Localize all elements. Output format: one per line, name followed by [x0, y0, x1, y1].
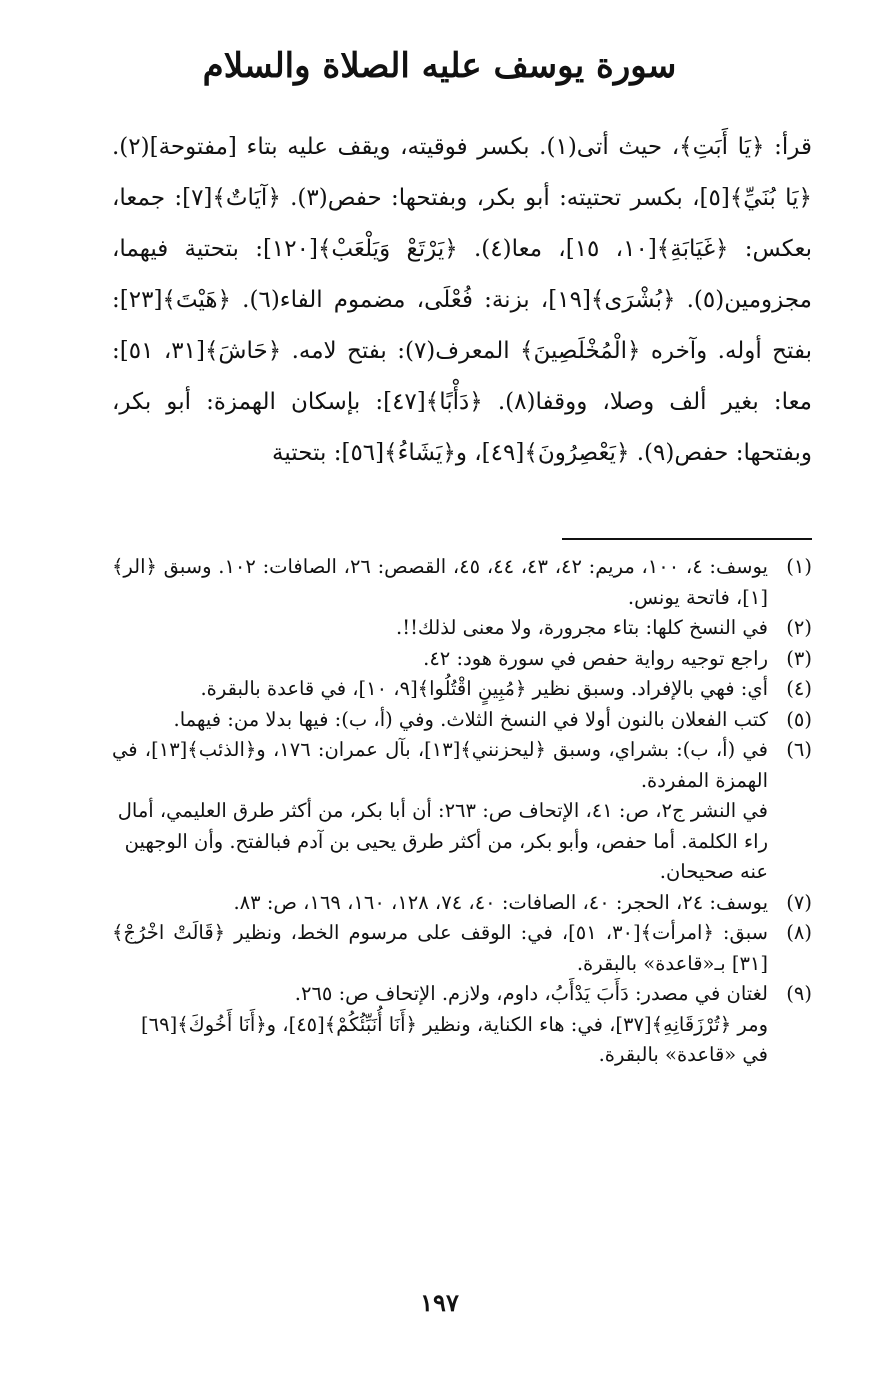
footnote-text: في النسخ كلها: بتاء مجرورة، ولا معنى لذلك!!.: [396, 616, 768, 639]
footnote: [112, 674, 812, 705]
footnote-number: (٩): [786, 982, 812, 1005]
footnote-continuation: [112, 796, 768, 888]
footnote-number: (٢): [786, 616, 812, 639]
footnote-text: راجع توجيه رواية حفص في سورة هود: ٤٢.: [423, 646, 768, 670]
footnote-continuation: [112, 1010, 768, 1071]
page-title: سورة يوسف عليه الصلاة والسلام: [202, 46, 677, 86]
footnote: [112, 552, 812, 613]
footnote: [112, 735, 812, 796]
footnote-number: (٨): [786, 921, 812, 944]
footnote-text: في النشر ج٢، ص: ٤١، الإتحاف ص: ٢٦٣: أن أبا بكر، من أكثر طرق العليمي، أمال راء الكلمة. أما حفص، وأبو بكر، من أكثر طرق يحيى بن آدم فبالفتح. وأن الوجهين عنه صحيحان.: [117, 799, 768, 883]
footnote-number: (٤): [786, 677, 812, 700]
footnote-text: يوسف: ٢٤، الحجر: ٤٠، الصافات: ٤٠، ٧٤، ١٢٨، ١٦٠، ١٦٩، ص: ٨٣.: [233, 890, 768, 914]
footnote-number: (٥): [786, 707, 812, 731]
footnote-number: (٦): [786, 738, 812, 761]
footnote-text: يوسف: ٤، ١٠٠، مريم: ٤٢، ٤٣، ٤٤، ٤٥، القصص: ٢٦، الصافات: ١٠٢. وسبق ﴿الر﴾[١]، فاتحة يونس.: [112, 555, 768, 609]
footnotes: [112, 552, 812, 1071]
footnote: [112, 918, 812, 979]
footnote: [112, 705, 812, 736]
footnote: [112, 979, 812, 1010]
footnote-separator: [562, 538, 812, 540]
page-number: ١٩٧: [420, 1288, 459, 1317]
footnote-text: لغتان في مصدر: دَأَبَ يَدْأَبُ، داوم، ولازم. الإتحاف ص: ٢٦٥.: [294, 982, 768, 1005]
footnote-number: (٣): [786, 646, 812, 670]
main-text: قرأ: ﴿يَا أَبَتِ﴾، حيث أتى(١). بكسر فوقيته، ويقف عليه بتاء [مفتوحة](٢). ﴿يَا بُنَيِّ﴾[٥]، بكسر تحتيته: أبو بكر، وبفتحها: حفص(٣). ﴿آيَاتٌ﴾[٧]: جمعا، بعكس: ﴿غَيَابَةِ﴾[١٠، ١٥]، معا(٤). ﴿يَرْتَعْ وَيَلْعَبْ﴾[١٢٠]: بتحتية فيهما، مجزومين(٥). ﴿بُشْرَى﴾[١٩]، بزنة: فُعْلَى، مضموم الفاء(٦). ﴿هَيْتَ﴾[٢٣]: بفتح أوله. وآخره ﴿الْمُخْلَصِينَ﴾ المعرف(٧): بفتح لامه. ﴿حَاشَ﴾[٣١، ٥١]: معا: بغير ألف وصلا، ووقفا(٨). ﴿دَأْبًا﴾[٤٧]: بإسكان الهمزة: أبو بكر، وبفتحها: حفص(٩). ﴿يَعْصِرُونَ﴾[٤٩]، و﴿يَشَاءُ﴾[٥٦]: بتحتية: [112, 134, 812, 466]
footnote-text: في (أ، ب): بشراي، وسبق ﴿ليحزنني﴾[١٣]، بآل عمران: ١٧٦، و﴿الذئب﴾[١٣]، في الهمزة المفردة.: [112, 738, 768, 792]
footnote-text: ومر ﴿تُرْزَقَانِهِ﴾[٣٧]، في: هاء الكناية، ونظير ﴿أَنَا أُنَبِّئُكُمْ﴾[٤٥]، و﴿أَنَا أَخُوكَ﴾[٦٩] في «قاعدة» بالبقرة.: [141, 1012, 768, 1066]
footnote-number: (٧): [786, 890, 812, 914]
footnote-text: سبق: ﴿امرأت﴾[٣٠، ٥١]، في: الوقف على مرسوم الخط، ونظير ﴿قَالَتْ اخْرُجْ﴾[٣١] بـ«قاعدة» بالبقرة.: [112, 921, 768, 975]
footnote: [112, 644, 812, 675]
footnote-text: أي: فهي بالإفراد. وسبق نظير ﴿مُبِينٍ اقْتُلُوا﴾[٩، ١٠]، في قاعدة بالبقرة.: [200, 677, 768, 700]
footnote-text: كتب الفعلان بالنون أولا في النسخ الثلاث. وفي (أ، ب): فيها بدلا من: فيهما.: [173, 707, 768, 731]
footnote-number: (١): [786, 555, 812, 578]
footnote: [112, 613, 812, 644]
footnote: [112, 888, 812, 919]
